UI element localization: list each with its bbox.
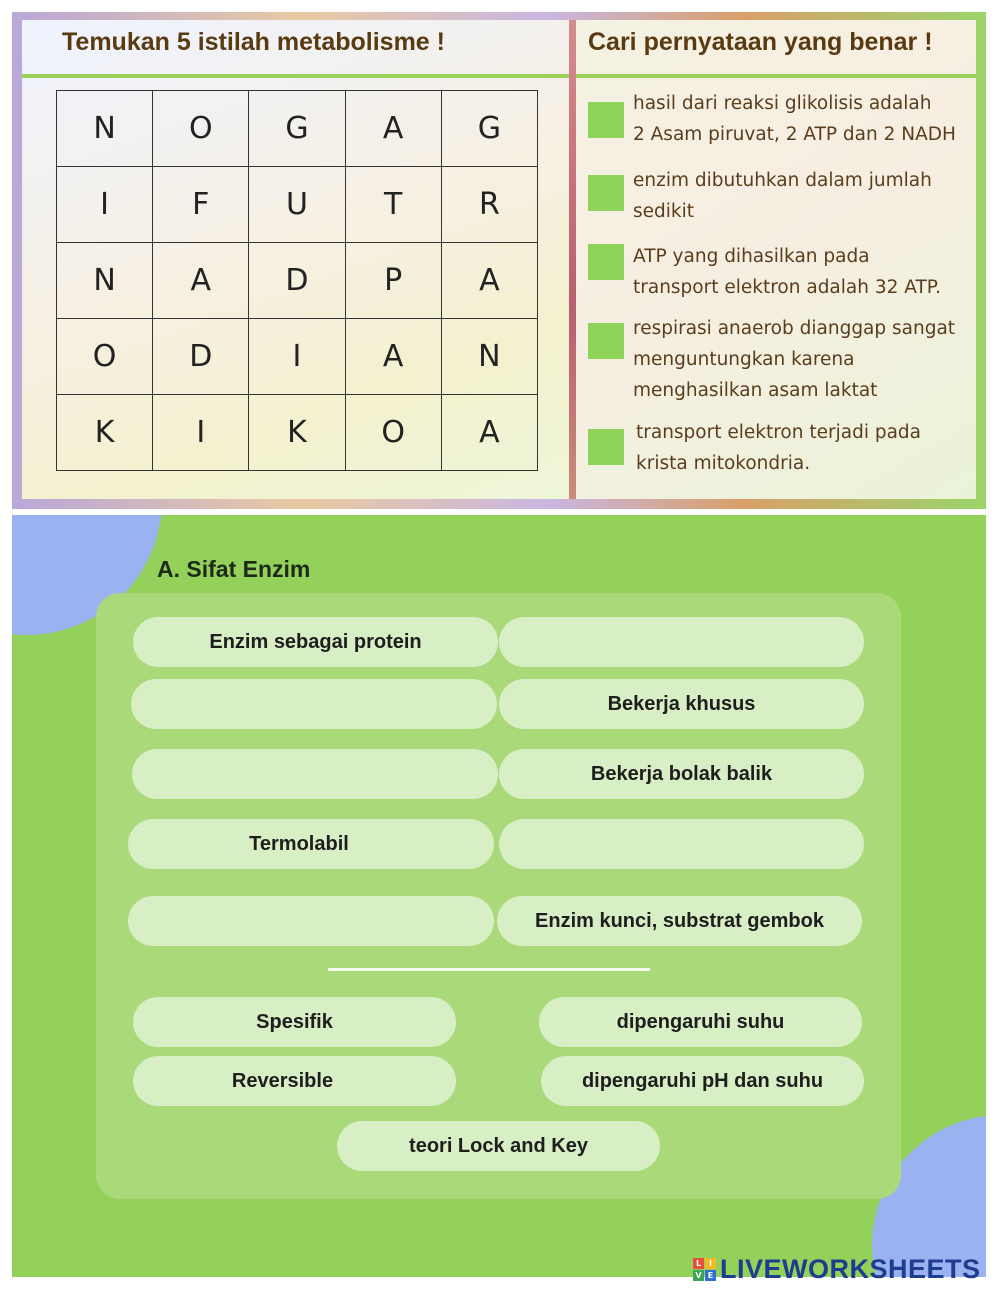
- wordsearch-title: Temukan 5 istilah metabolisme !: [62, 28, 445, 56]
- grid-cell[interactable]: N: [57, 91, 153, 167]
- grid-cell[interactable]: P: [345, 243, 441, 319]
- statements-title: Cari pernyataan yang benar !: [588, 28, 933, 56]
- statement-line: sedikit: [633, 201, 695, 222]
- statement-line: hasil dari reaksi glikolisis adalah: [633, 93, 932, 114]
- match-left-slot[interactable]: [132, 749, 498, 799]
- grid-cell[interactable]: O: [345, 395, 441, 471]
- grid-cell[interactable]: A: [441, 395, 537, 471]
- statement-line: ATP yang dihasilkan pada: [633, 246, 870, 267]
- grid-cell[interactable]: R: [441, 167, 537, 243]
- grid-cell[interactable]: D: [153, 319, 249, 395]
- grid-cell[interactable]: A: [345, 319, 441, 395]
- statement-checkbox[interactable]: [588, 102, 624, 138]
- statement-line: menghasilkan asam laktat: [633, 380, 878, 401]
- grid-cell[interactable]: O: [153, 91, 249, 167]
- grid-cell[interactable]: U: [249, 167, 345, 243]
- statement-line: transport elektron adalah 32 ATP.: [633, 277, 941, 298]
- match-right-slot[interactable]: [499, 617, 864, 667]
- grid-cell[interactable]: N: [57, 243, 153, 319]
- wordsearch-header-divider: [22, 74, 569, 78]
- match-right-slot[interactable]: Bekerja khusus: [499, 679, 864, 729]
- option-chip[interactable]: teori Lock and Key: [337, 1121, 660, 1171]
- statement-checkbox[interactable]: [588, 429, 624, 465]
- statement-line: respirasi anaerob dianggap sangat: [633, 318, 956, 339]
- statement-line: enzim dibutuhkan dalam jumlah: [633, 170, 932, 191]
- grid-cell[interactable]: N: [441, 319, 537, 395]
- grid-cell[interactable]: I: [57, 167, 153, 243]
- statements-header-divider: [576, 74, 976, 78]
- logo-square: V: [693, 1270, 704, 1281]
- grid-cell[interactable]: I: [249, 319, 345, 395]
- grid-cell[interactable]: G: [441, 91, 537, 167]
- grid-cell[interactable]: A: [153, 243, 249, 319]
- grid-cell[interactable]: T: [345, 167, 441, 243]
- statement-checkbox[interactable]: [588, 244, 624, 280]
- logo-square: E: [705, 1270, 716, 1281]
- statement-checkbox[interactable]: [588, 323, 624, 359]
- liveworksheets-logo: [693, 1254, 981, 1284]
- grid-cell[interactable]: A: [345, 91, 441, 167]
- logo-text: LIVEWORKSHEETS: [720, 1253, 981, 1284]
- statement-line: 2 Asam piruvat, 2 ATP dan 2 NADH: [633, 124, 956, 145]
- statement-line: menguntungkan karena: [633, 349, 855, 370]
- match-right-slot[interactable]: Bekerja bolak balik: [499, 749, 864, 799]
- grid-cell[interactable]: A: [441, 243, 537, 319]
- logo-icon: [693, 1258, 716, 1281]
- match-left-slot[interactable]: [131, 679, 497, 729]
- statement-line: transport elektron terjadi pada: [636, 422, 921, 443]
- option-chip[interactable]: Spesifik: [133, 997, 456, 1047]
- grid-cell[interactable]: I: [153, 395, 249, 471]
- grid-cell[interactable]: K: [57, 395, 153, 471]
- match-right-slot[interactable]: Enzim kunci, substrat gembok: [497, 896, 862, 946]
- grid-cell[interactable]: D: [249, 243, 345, 319]
- grid-cell[interactable]: O: [57, 319, 153, 395]
- options-divider: [328, 968, 650, 971]
- wordsearch-grid[interactable]: [56, 90, 538, 471]
- match-left-slot[interactable]: Enzim sebagai protein: [133, 617, 498, 667]
- grid-cell[interactable]: K: [249, 395, 345, 471]
- grid-cell[interactable]: G: [249, 91, 345, 167]
- logo-square: I: [705, 1258, 716, 1269]
- statement-line: krista mitokondria.: [636, 453, 811, 474]
- logo-square: L: [693, 1258, 704, 1269]
- panel-divider: [569, 20, 576, 499]
- match-left-slot[interactable]: Termolabil: [128, 819, 494, 869]
- option-chip[interactable]: Reversible: [133, 1056, 456, 1106]
- option-chip[interactable]: dipengaruhi pH dan suhu: [541, 1056, 864, 1106]
- statement-checkbox[interactable]: [588, 175, 624, 211]
- match-right-slot[interactable]: [499, 819, 864, 869]
- grid-cell[interactable]: F: [153, 167, 249, 243]
- match-left-slot[interactable]: [128, 896, 494, 946]
- option-chip[interactable]: dipengaruhi suhu: [539, 997, 862, 1047]
- section-title: A. Sifat Enzim: [157, 556, 311, 582]
